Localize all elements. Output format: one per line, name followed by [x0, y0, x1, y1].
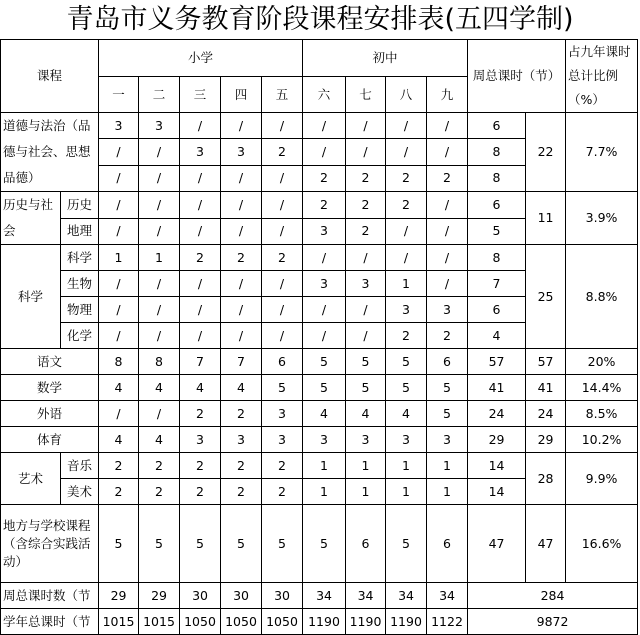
grade-cell: /	[427, 139, 468, 165]
pct-cell: 3.9%	[566, 192, 638, 245]
grade-cell: 2	[221, 479, 262, 505]
yearly-total-label: 学年总课时（节	[1, 609, 99, 635]
grade-cell: 6	[262, 349, 303, 375]
sub-course: 历史	[61, 192, 99, 219]
grade-cell: 2	[180, 401, 221, 427]
grade-cell: 3	[303, 218, 346, 245]
grade-cell: 5	[386, 505, 427, 583]
pct-cell: 10.2%	[566, 427, 638, 453]
weekly-total-cell: 8	[468, 245, 526, 271]
sum-cell: 28	[526, 453, 566, 505]
curriculum-table	[0, 39, 638, 635]
grade-cell: /	[427, 113, 468, 139]
grade-cell: 5	[303, 349, 346, 375]
grade-cell: 4	[139, 427, 180, 453]
grade-cell: 1190	[346, 609, 386, 635]
grade-cell: 29	[99, 583, 139, 609]
grade-cell: /	[303, 139, 346, 165]
table-row	[1, 505, 638, 583]
grade-cell: /	[180, 165, 221, 191]
grade-cell: 34	[386, 583, 427, 609]
grade-cell: /	[139, 323, 180, 349]
grade-cell: 3	[427, 297, 468, 323]
grade-cell: /	[346, 139, 386, 165]
pct-cell: 8.5%	[566, 401, 638, 427]
grade-cell: 8	[139, 349, 180, 375]
sub-course: 地理	[61, 218, 99, 245]
grade-cell: 30	[262, 583, 303, 609]
grade-cell: /	[221, 192, 262, 219]
weekly-total-cell: 14	[468, 479, 526, 505]
grade-cell: 2	[303, 165, 346, 191]
grade-cell: 2	[99, 479, 139, 505]
grade-cell: 3	[262, 401, 303, 427]
sum-cell: 22	[526, 113, 566, 192]
grade-cell: /	[180, 113, 221, 139]
grade-cell: 30	[221, 583, 262, 609]
grade-cell: /	[139, 401, 180, 427]
course-moral: 道德与法治（品德与社会、思想品德）	[1, 113, 99, 192]
grade-cell: /	[99, 165, 139, 191]
header-weekly-total: 周总课时（节）	[468, 40, 566, 113]
grade-cell: /	[99, 271, 139, 297]
grade-cell: 7	[180, 349, 221, 375]
sub-course: 物理	[61, 297, 99, 323]
grade-cell: /	[139, 165, 180, 191]
grade-cell: 5	[262, 375, 303, 401]
weekly-total-cell: 47	[468, 505, 526, 583]
table-row	[1, 245, 638, 271]
sum-cell: 24	[526, 401, 566, 427]
grade-cell: 5	[303, 505, 346, 583]
grade-cell: 5	[427, 401, 468, 427]
sum-cell: 57	[526, 349, 566, 375]
sub-course: 化学	[61, 323, 99, 349]
grade-cell: 2	[427, 323, 468, 349]
table-row	[1, 427, 638, 453]
grade-cell: /	[221, 271, 262, 297]
header-grade: 八	[386, 77, 427, 113]
grade-cell: /	[346, 297, 386, 323]
grade-cell: 3	[180, 427, 221, 453]
grade-cell: /	[346, 323, 386, 349]
grade-cell: /	[303, 113, 346, 139]
grade-cell: 2	[386, 192, 427, 219]
weekly-total-cell: 8	[468, 165, 526, 191]
sum-cell: 25	[526, 245, 566, 349]
table-row	[1, 375, 638, 401]
grade-cell: 2	[346, 165, 386, 191]
header-grade: 三	[180, 77, 221, 113]
course-foreign: 外语	[1, 401, 99, 427]
sub-course: 美术	[61, 479, 99, 505]
table-row	[1, 192, 638, 219]
grade-cell: 2	[262, 139, 303, 165]
grade-cell: /	[139, 192, 180, 219]
grade-cell: /	[139, 218, 180, 245]
weekly-total-cell: 14	[468, 453, 526, 479]
header-grade: 一	[99, 77, 139, 113]
grade-cell: 5	[221, 505, 262, 583]
grade-cell: 1	[386, 479, 427, 505]
grade-cell: 2	[180, 245, 221, 271]
grade-cell: 1	[139, 245, 180, 271]
grade-cell: 8	[99, 349, 139, 375]
grade-cell: 5	[303, 375, 346, 401]
grade-cell: 1	[303, 479, 346, 505]
grade-cell: 7	[221, 349, 262, 375]
page-title: 青岛市义务教育阶段课程安排表(五四学制)	[66, 4, 574, 35]
weekly-total-cell: 41	[468, 375, 526, 401]
grade-cell: 5	[386, 375, 427, 401]
weekly-total-cell: 7	[468, 271, 526, 297]
grade-cell: 2	[139, 479, 180, 505]
grade-cell: /	[346, 113, 386, 139]
header-grade: 五	[262, 77, 303, 113]
grade-cell: 4	[180, 375, 221, 401]
pct-cell: 8.8%	[566, 245, 638, 349]
grade-cell: 4	[386, 401, 427, 427]
weekly-total-cell: 5	[468, 218, 526, 245]
grade-cell: 1015	[99, 609, 139, 635]
header-grade: 七	[346, 77, 386, 113]
course-pe: 体育	[1, 427, 99, 453]
grade-cell: /	[180, 271, 221, 297]
grade-cell: /	[262, 297, 303, 323]
grade-cell: /	[180, 218, 221, 245]
grade-cell: /	[427, 192, 468, 219]
grade-cell: 3	[262, 427, 303, 453]
grade-cell: 5	[386, 349, 427, 375]
grade-cell: /	[386, 218, 427, 245]
grade-cell: 2	[346, 192, 386, 219]
grade-cell: 5	[346, 375, 386, 401]
grade-cell: 1015	[139, 609, 180, 635]
grade-cell: 3	[221, 139, 262, 165]
grade-cell: /	[99, 192, 139, 219]
grade-cell: 1190	[386, 609, 427, 635]
grade-cell: 5	[139, 505, 180, 583]
grade-cell: 3	[180, 139, 221, 165]
grade-cell: 4	[99, 375, 139, 401]
grade-cell: 3	[99, 113, 139, 139]
grade-cell: 3	[427, 427, 468, 453]
grade-cell: 4	[99, 427, 139, 453]
grade-cell: /	[346, 245, 386, 271]
grade-cell: /	[139, 271, 180, 297]
table-row	[1, 113, 638, 139]
grade-cell: 1	[303, 453, 346, 479]
grade-cell: 4	[139, 375, 180, 401]
grade-cell: /	[303, 297, 346, 323]
sum-cell: 47	[526, 505, 566, 583]
grade-cell: 34	[346, 583, 386, 609]
grade-cell: 3	[386, 427, 427, 453]
grade-cell: /	[303, 323, 346, 349]
weekly-total-cell: 4	[468, 323, 526, 349]
header-grade: 二	[139, 77, 180, 113]
grade-cell: 2	[180, 479, 221, 505]
weekly-total-cell: 6	[468, 297, 526, 323]
grade-cell: /	[221, 218, 262, 245]
grade-cell: 2	[303, 192, 346, 219]
weekly-total-cell: 24	[468, 401, 526, 427]
grade-cell: 1	[99, 245, 139, 271]
grade-cell: 4	[221, 375, 262, 401]
course-history: 历史与社会	[1, 192, 61, 245]
grade-cell: 6	[346, 505, 386, 583]
course-local: 地方与学校课程（含综合实践活动）	[1, 505, 99, 583]
grade-cell: 2	[386, 323, 427, 349]
table-row	[1, 609, 638, 635]
weekly-total-cell: 6	[468, 192, 526, 219]
grade-cell: 1	[386, 271, 427, 297]
grade-cell: 1050	[262, 609, 303, 635]
grade-cell: 3	[221, 427, 262, 453]
grade-cell: 1050	[180, 609, 221, 635]
grade-cell: 2	[386, 165, 427, 191]
grade-cell: /	[386, 139, 427, 165]
grade-cell: 3	[386, 297, 427, 323]
grade-cell: 2	[427, 165, 468, 191]
weekly-total-label: 周总课时数（节	[1, 583, 99, 609]
grade-cell: /	[221, 165, 262, 191]
grade-cell: /	[386, 245, 427, 271]
grade-cell: /	[139, 297, 180, 323]
pct-cell: 9.9%	[566, 453, 638, 505]
sum-cell: 11	[526, 192, 566, 245]
sum-cell: 41	[526, 375, 566, 401]
weekly-total-cell: 29	[468, 427, 526, 453]
course-math: 数学	[1, 375, 99, 401]
grade-cell: 6	[427, 505, 468, 583]
grade-cell: 4	[303, 401, 346, 427]
sub-course: 科学	[61, 245, 99, 271]
grade-cell: /	[99, 297, 139, 323]
grade-cell: 3	[139, 113, 180, 139]
table-row	[1, 349, 638, 375]
sub-course: 生物	[61, 271, 99, 297]
grade-cell: 1	[346, 479, 386, 505]
grade-cell: 1122	[427, 609, 468, 635]
grade-cell: /	[180, 192, 221, 219]
grade-cell: 6	[427, 349, 468, 375]
grade-cell: /	[139, 139, 180, 165]
grade-cell: /	[99, 401, 139, 427]
weekly-total-cell: 8	[468, 139, 526, 165]
grade-cell: 2	[262, 479, 303, 505]
grade-cell: /	[262, 165, 303, 191]
grade-cell: 34	[303, 583, 346, 609]
yearly-total-sum: 9872	[468, 609, 638, 635]
grade-cell: /	[427, 271, 468, 297]
grade-cell: 5	[427, 375, 468, 401]
grade-cell: /	[221, 297, 262, 323]
header-primary: 小学	[99, 40, 303, 77]
pct-cell: 16.6%	[566, 505, 638, 583]
table-row	[1, 583, 638, 609]
grade-cell: 5	[346, 349, 386, 375]
grade-cell: /	[427, 245, 468, 271]
course-science: 科学	[1, 245, 61, 349]
grade-cell: 3	[303, 427, 346, 453]
grade-cell: 4	[346, 401, 386, 427]
grade-cell: /	[303, 245, 346, 271]
grade-cell: 2	[221, 453, 262, 479]
header-ratio: 占九年课时总计比例（%）	[566, 40, 638, 113]
course-chinese: 语文	[1, 349, 99, 375]
grade-cell: /	[427, 218, 468, 245]
grade-cell: /	[99, 139, 139, 165]
header-grade: 六	[303, 77, 346, 113]
grade-cell: 2	[346, 218, 386, 245]
grade-cell: /	[180, 297, 221, 323]
pct-cell: 14.4%	[566, 375, 638, 401]
grade-cell: 3	[303, 271, 346, 297]
header-junior: 初中	[303, 40, 468, 77]
grade-cell: /	[221, 113, 262, 139]
grade-cell: 34	[427, 583, 468, 609]
grade-cell: 30	[180, 583, 221, 609]
sub-course: 音乐	[61, 453, 99, 479]
grade-cell: /	[221, 323, 262, 349]
grade-cell: 5	[262, 505, 303, 583]
grade-cell: 1	[427, 479, 468, 505]
grade-cell: /	[262, 218, 303, 245]
table-row	[1, 453, 638, 479]
header-course: 课程	[1, 40, 99, 113]
grade-cell: 2	[262, 245, 303, 271]
grade-cell: 5	[180, 505, 221, 583]
grade-cell: 1050	[221, 609, 262, 635]
grade-cell: /	[262, 113, 303, 139]
grade-cell: 1	[346, 453, 386, 479]
grade-cell: 2	[262, 453, 303, 479]
grade-cell: /	[386, 113, 427, 139]
grade-cell: 3	[346, 427, 386, 453]
sum-cell: 29	[526, 427, 566, 453]
pct-cell: 7.7%	[566, 113, 638, 192]
pct-cell: 20%	[566, 349, 638, 375]
grade-cell: 1	[386, 453, 427, 479]
grade-cell: /	[262, 271, 303, 297]
grade-cell: 29	[139, 583, 180, 609]
grade-cell: 5	[99, 505, 139, 583]
grade-cell: /	[262, 323, 303, 349]
weekly-total-cell: 6	[468, 113, 526, 139]
grade-cell: /	[180, 323, 221, 349]
grade-cell: 2	[139, 453, 180, 479]
grade-cell: 1	[427, 453, 468, 479]
table-row	[1, 401, 638, 427]
grade-cell: 2	[221, 401, 262, 427]
weekly-total-sum: 284	[468, 583, 638, 609]
weekly-total-cell: 57	[468, 349, 526, 375]
grade-cell: 2	[221, 245, 262, 271]
grade-cell: 1190	[303, 609, 346, 635]
grade-cell: /	[99, 218, 139, 245]
header-grade: 四	[221, 77, 262, 113]
grade-cell: 3	[346, 271, 386, 297]
grade-cell: /	[262, 192, 303, 219]
grade-cell: 2	[99, 453, 139, 479]
course-arts: 艺术	[1, 453, 61, 505]
grade-cell: 2	[180, 453, 221, 479]
header-grade: 九	[427, 77, 468, 113]
grade-cell: /	[99, 323, 139, 349]
